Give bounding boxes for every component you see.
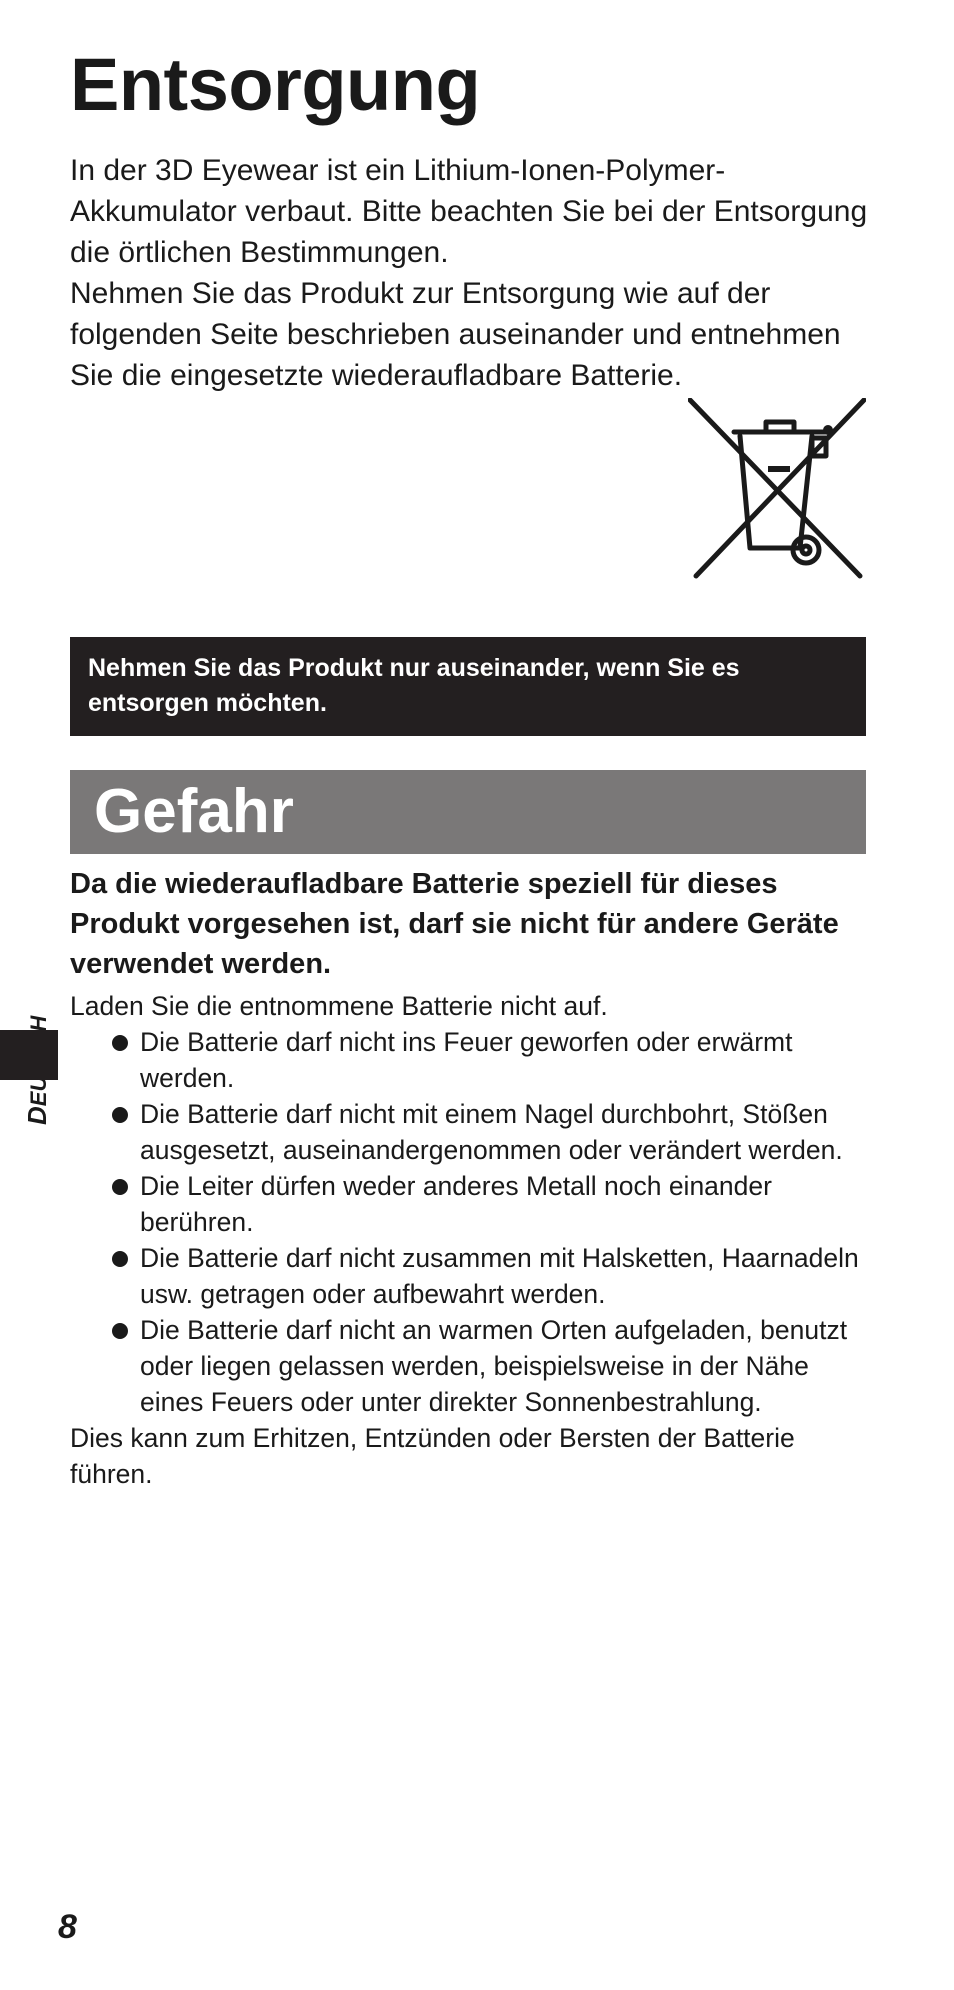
page-number: 8 [58, 1908, 77, 1946]
danger-bullet: Die Batterie darf nicht zusammen mit Halsketten, Haarnadeln usw. getragen oder aufbewahrt werden. [70, 1240, 870, 1312]
language-side-tab [0, 1030, 58, 1080]
intro-paragraph-2: Nehmen Sie das Produkt zur Entsorgung wie auf der folgenden Seite beschrieben auseinander und entnehmen Sie die eingesetzte wiederaufladbare Batterie. [70, 277, 841, 392]
danger-bullet: Die Batterie darf nicht mit einem Nagel durchbohrt, Stößen ausgesetzt, auseinandergenommen oder verändert werden. [70, 1096, 870, 1168]
disassembly-notice: Nehmen Sie das Produkt nur auseinander, wenn Sie es entsorgen möchten. [70, 637, 866, 736]
danger-bullet: Die Batterie darf nicht ins Feuer geworfen oder erwärmt werden. [70, 1024, 870, 1096]
danger-heading: Gefahr [70, 770, 866, 854]
danger-bullet: Die Batterie darf nicht an warmen Orten aufgeladen, benutzt oder liegen gelassen werden, beispielsweise in der Nähe eines Feuers oder unter direkter Sonnenbestrahlung. [70, 1312, 870, 1420]
intro-paragraph-1: In der 3D Eyewear ist ein Lithium-Ionen-Polymer-Akkumulator verbaut. Bitte beachten Sie bei der Entsorgung die örtlichen Bestimmungen. [70, 154, 868, 269]
danger-bullet-list [70, 1024, 870, 1420]
danger-body [70, 988, 870, 1492]
danger-bullet: Die Leiter dürfen weder anderes Metall noch einander berühren. [70, 1168, 870, 1240]
intro-text [70, 150, 870, 396]
language-label-initial: D [22, 1106, 52, 1125]
danger-closing: Dies kann zum Erhitzen, Entzünden oder Bersten der Batterie führen. [70, 1423, 795, 1489]
danger-intro: Laden Sie die entnommene Batterie nicht auf. [70, 991, 608, 1021]
crossed-out-wheelie-bin-icon [688, 398, 866, 580]
page-title: Entsorgung [70, 43, 481, 126]
danger-lead: Da die wiederaufladbare Batterie speziell für dieses Produkt vorgesehen ist, darf sie nicht für andere Geräte verwendet werden. [70, 868, 839, 980]
